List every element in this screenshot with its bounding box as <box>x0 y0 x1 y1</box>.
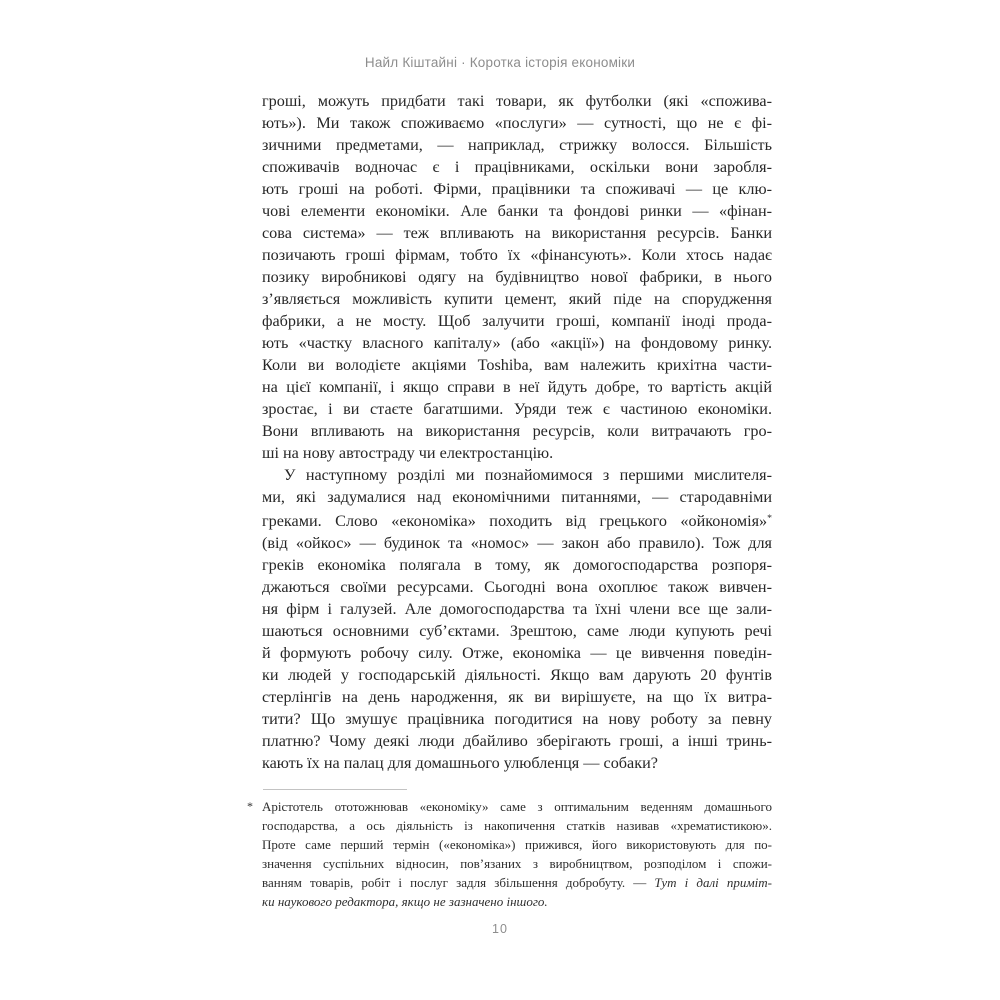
footnote-line <box>262 873 772 892</box>
footnote-line: значення суспільних відносин, пов’язаних з виробництвом, розподілом і спожи- <box>262 856 772 871</box>
body-line: платню? Чому деякі люди дбайливо зберігають гроші, а інші тринь- <box>262 731 772 750</box>
footnote-divider <box>263 789 407 790</box>
body-line: ють гроші на роботі. Фірми, працівники та споживачі — це клю- <box>262 180 772 198</box>
body-line: Вони впливають на використання ресурсів, коли витрачають гро- <box>262 422 772 440</box>
body-line: ють»). Ми також споживаємо «послуги» — сутності, що не є фі- <box>262 114 772 132</box>
body-line: сова система» — теж впливають на використання ресурсів. Банки <box>262 224 772 242</box>
body-line: У наступному розділі ми познайомимося з першими мислителя- <box>284 466 772 484</box>
body-line: зичними предметами, — наприклад, стрижку волосся. Більшість <box>262 136 772 154</box>
body-line: Коли ви володієте акціями Toshiba, вам належить крихітна части- <box>262 356 772 374</box>
body-text <box>262 90 772 774</box>
text-segment: греками. Слово «економіка» походить від грецького «ойкономія» <box>262 511 768 530</box>
body-line: ня фірм і галузей. Але домогосподарства та їхні члени все ще зали- <box>262 599 772 618</box>
body-line: гроші, можуть придбати такі товари, як футболки (які «спожива- <box>262 92 772 110</box>
footnote-reference-asterisk: * <box>767 513 772 524</box>
body-line: й формують робочу силу. Отже, економіка — це вивчення поведін- <box>262 643 772 662</box>
body-line: кають їх на палац для домашнього улюбленця — собаки? <box>262 753 658 772</box>
text-segment: ки наукового редактора, якщо не зазначено іншого. <box>262 894 548 909</box>
footnote-text <box>262 797 772 911</box>
page-number: 10 <box>492 922 508 936</box>
footnote-line: Проте саме перший термін («економіка») прижився, його використовують для по- <box>262 837 772 852</box>
body-line: ють «частку власного капіталу» (або «акції») на фондовому ринку. <box>262 334 772 352</box>
body-line: фабрики, а не мосту. Щоб залучити гроші, компанії іноді прода- <box>262 312 772 330</box>
body-line: чові елементи економіки. Але банки та фондові ринки — «фінан- <box>262 202 772 220</box>
body-line: стерлінгів на день народження, як ви вирішуєте, на що їх витра- <box>262 687 772 706</box>
footnote <box>247 797 772 911</box>
body-line: з’являється можливість купити цемент, який піде на спорудження <box>262 290 772 308</box>
footnote-line <box>262 892 772 911</box>
body-line: тити? Що змушує працівника погодитися на нову роботу за певну <box>262 709 772 728</box>
body-line: зростає, і ви стаєте багатшими. Уряди теж є частиною економіки. <box>262 400 772 418</box>
body-line: джаються своїми ресурсами. Сьогодні вона охоплює також вивчен- <box>262 577 772 596</box>
body-line: позичають гроші фірмам, тобто їх «фінансують». Коли хтось надає <box>262 246 772 264</box>
body-line: ки людей у господарській діяльності. Якщо вам дарують 20 фунтів <box>262 665 772 684</box>
body-line: споживачів водночас є і працівниками, оскільки вони заробля- <box>262 158 772 176</box>
footnote-line: Арістотель ототожнював «економіку» саме з оптимальним веденням домашнього <box>262 799 772 814</box>
footnote-marker: * <box>247 799 253 813</box>
body-line: ші на нову автостраду чи електростанцію. <box>262 444 554 462</box>
body-line: греків економіка полягала в тому, як домогосподарства розпоря- <box>262 555 772 574</box>
body-line: на цієї компанії, і якщо справи в неї йдуть добре, то вартість акцій <box>262 378 772 396</box>
body-line: позику виробникові одягу на будівництво нової фабрики, в нього <box>262 268 772 286</box>
body-line: ми, які задумалися над економічними питаннями, — стародавніми <box>262 488 772 506</box>
body-line: (від «ойкос» — будинок та «номос» — закон або правило). Тож для <box>262 533 772 552</box>
running-header: Найл Кіштайні · Коротка історія економіки <box>364 55 636 70</box>
footnote-line: господарства, а ось діяльність із накопичення статків називав «хрематистикою». <box>262 818 772 833</box>
body-line: шаються основними суб’єктами. Зрештою, саме люди купують речі <box>262 621 772 640</box>
text-segment: ванням товарів, робіт і послуг задля збільшення добробуту. — <box>262 875 655 890</box>
body-line <box>262 508 772 532</box>
text-segment: Тут і далі приміт- <box>654 875 772 890</box>
